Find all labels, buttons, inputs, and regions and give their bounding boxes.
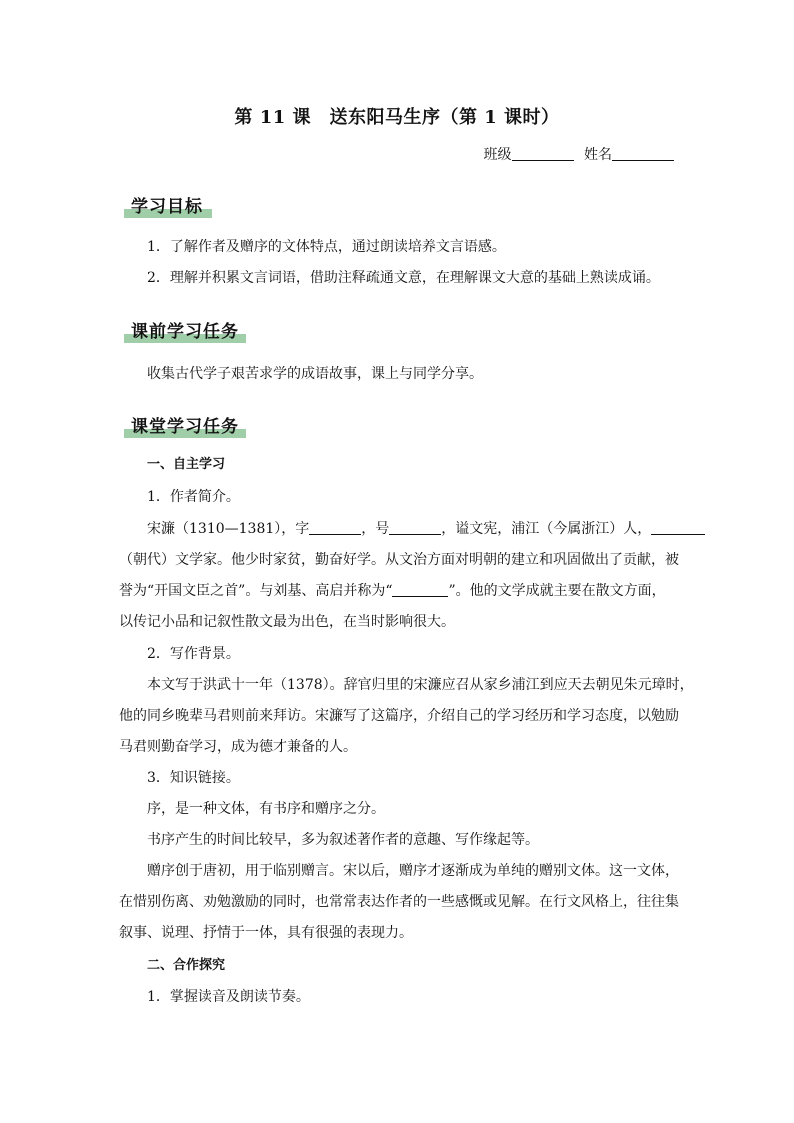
background-line: 马君则勤奋学习，成为德才兼备的人。 bbox=[119, 739, 357, 755]
author-line-4: 以传记小品和记叙性散文最为出色，在当时影响很大。 bbox=[119, 614, 455, 630]
item-background: 2．写作背景。 bbox=[147, 646, 240, 662]
lesson-title: 第 11 课 送东阳马生序（第 1 课时） bbox=[234, 107, 560, 128]
background-line: 本文写于洪武十一年（1378）。辞官归里的宋濂应召从家乡浦江到应天去朝见朱元璋时， bbox=[147, 677, 694, 693]
knowledge-line: 书序产生的时间比较早，多为叙述著作者的意趣、写作缘起等。 bbox=[147, 832, 539, 848]
knowledge-line: 在惜别伤离、劝勉激励的同时，也常常表达作者的一些感慨或见解。在行文风格上，往往集 bbox=[119, 894, 679, 910]
author-line-3: 誉为“开国文臣之首”。与刘基、高启并称为“ ”。他的文学成就主要在散文方面， bbox=[119, 583, 666, 599]
pre-task-text: 收集古代学子艰苦求学的成语故事，课上与同学分享。 bbox=[147, 366, 483, 382]
author-line-1: 宋濂（1310—1381），字 ，号 ，谥文宪，浦江（今属浙江）人， bbox=[147, 519, 675, 539]
name-label: 姓名 bbox=[584, 147, 612, 163]
objective-item: 2．理解并积累文言词语，借助注释疏通文意，在理解课文大意的基础上熟读成诵。 bbox=[147, 270, 660, 286]
section-self-study: 一、自主学习 bbox=[147, 457, 226, 472]
heading-objectives: 学习目标 bbox=[124, 192, 212, 218]
blank-title bbox=[392, 582, 448, 597]
blank-zi bbox=[309, 520, 361, 535]
knowledge-line: 叙事、说理、抒情于一体，具有很强的表现力。 bbox=[119, 925, 413, 941]
name-blank bbox=[612, 146, 674, 161]
class-label: 班级 bbox=[483, 147, 512, 163]
item-knowledge: 3．知识链接。 bbox=[147, 770, 240, 786]
heading-pre-tasks: 课前学习任务 bbox=[124, 317, 246, 343]
blank-hao bbox=[389, 520, 441, 535]
class-name-line bbox=[484, 144, 674, 164]
knowledge-line: 序，是一种文体，有书序和赠序之分。 bbox=[147, 801, 385, 817]
background-line: 他的同乡晚辈马君则前来拜访。宋濂写了这篇序，介绍自己的学习经历和学习态度，以勉励 bbox=[119, 708, 679, 724]
item-reading: 1．掌握读音及朗读节奏。 bbox=[147, 989, 310, 1005]
blank-dynasty bbox=[651, 520, 705, 535]
section-cooperative: 二、合作探究 bbox=[147, 958, 226, 973]
item-author-intro: 1．作者简介。 bbox=[147, 489, 240, 505]
class-blank bbox=[512, 146, 574, 161]
author-line-2: （朝代）文学家。他少时家贫，勤奋好学。从文治方面对明朝的建立和巩固做出了贡献，被 bbox=[119, 552, 679, 568]
heading-class-tasks: 课堂学习任务 bbox=[124, 412, 246, 438]
objective-item: 1．了解作者及赠序的文体特点，通过朗读培养文言语感。 bbox=[147, 239, 506, 255]
knowledge-line: 赠序创于唐初，用于临别赠言。宋以后，赠序才逐渐成为单纯的赠别文体。这一文体， bbox=[147, 863, 679, 879]
